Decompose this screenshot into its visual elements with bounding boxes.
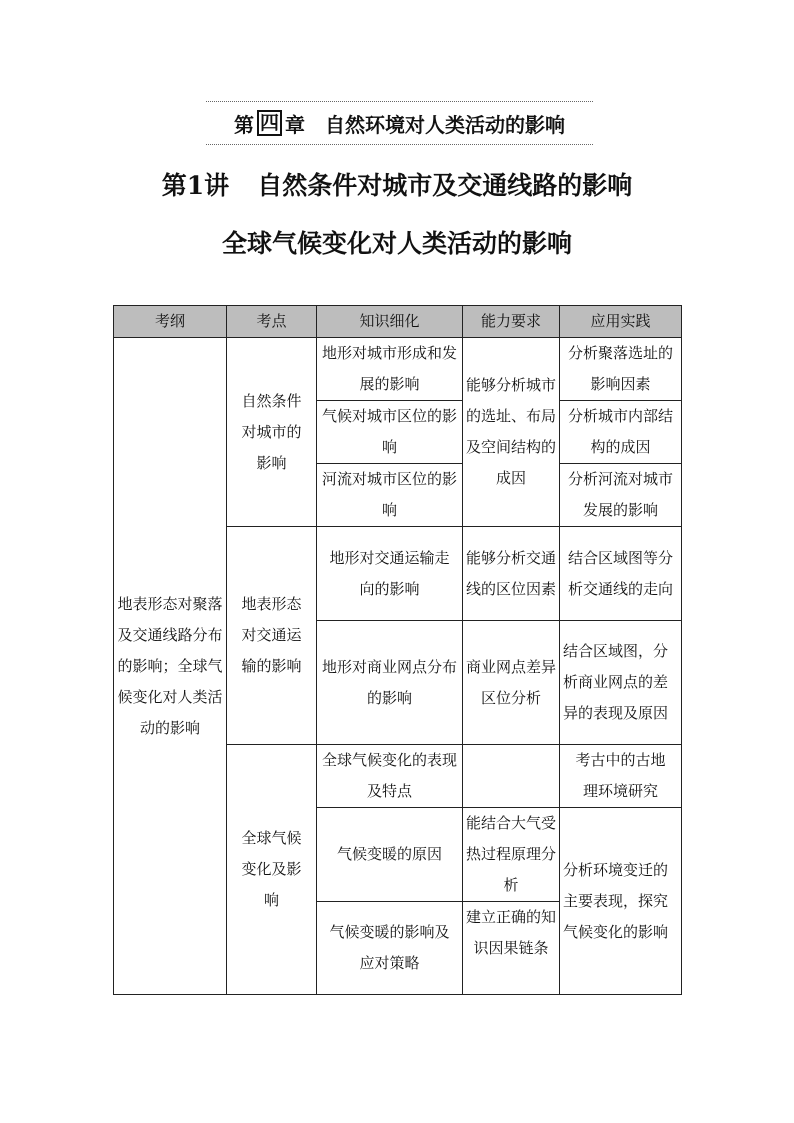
chapter-heading (206, 101, 593, 145)
ability-cell: 商业网点差异区位分析 (463, 621, 560, 745)
table-row (114, 338, 682, 401)
chapter-suffix: 章 (285, 112, 305, 137)
lesson-title-line1 (0, 166, 794, 202)
chapter-prefix: 第 (233, 112, 254, 137)
point-cell: 全球气候变化及影响 (227, 745, 317, 995)
practice-cell: 分析城市内部结构的成因 (560, 401, 682, 464)
knowledge-cell: 河流对城市区位的影响 (317, 464, 463, 527)
header-point: 考点 (227, 306, 317, 338)
practice-cell: 结合区域图等分析交通线的走向 (560, 527, 682, 621)
knowledge-cell: 全球气候变化的表现及特点 (317, 745, 463, 808)
knowledge-cell: 地形对交通运输走向的影响 (317, 527, 463, 621)
header-practice: 应用实践 (560, 306, 682, 338)
practice-cell: 结合区域图，分析商业网点的差异的表现及原因 (560, 621, 682, 745)
syllabus-table (113, 305, 682, 995)
ability-cell (463, 745, 560, 808)
ability-cell: 能够分析交通线的区位因素 (463, 527, 560, 621)
header-knowledge: 知识细化 (317, 306, 463, 338)
practice-cell: 考古中的古地理环境研究 (560, 745, 682, 808)
outline-cell: 地表形态对聚落及交通线路分布的影响；全球气候变化对人类活动的影响 (114, 338, 227, 995)
knowledge-cell: 地形对商业网点分布的影响 (317, 621, 463, 745)
header-outline: 考纲 (114, 306, 227, 338)
header-ability: 能力要求 (463, 306, 560, 338)
practice-cell: 分析聚落选址的影响因素 (560, 338, 682, 401)
practice-cell: 分析河流对城市发展的影响 (560, 464, 682, 527)
ability-cell: 能结合大气受热过程原理分析 (463, 808, 560, 902)
knowledge-cell: 气候对城市区位的影响 (317, 401, 463, 464)
lesson-label: 第1讲 (161, 171, 230, 200)
knowledge-cell: 气候变暖的影响及应对策略 (317, 902, 463, 995)
lesson-title-line2: 全球气候变化对人类活动的影响 (221, 229, 572, 258)
practice-cell: 分析环境变迁的主要表现，探究气候变化的影响 (560, 808, 682, 995)
point-cell: 地表形态对交通运输的影响 (227, 527, 317, 745)
chapter-number-box: 四 (257, 110, 282, 136)
knowledge-cell: 地形对城市形成和发展的影响 (317, 338, 463, 401)
ability-cell: 建立正确的知识因果链条 (463, 902, 560, 995)
lesson-title-text: 自然条件对城市及交通线路的影响 (257, 171, 633, 200)
header-row (114, 306, 682, 338)
ability-cell: 能够分析城市的选址、布局及空间结构的成因 (463, 338, 560, 527)
chapter-title: 自然环境对人类活动的影响 (325, 112, 565, 137)
point-cell: 自然条件对城市的影响 (227, 338, 317, 527)
knowledge-cell: 气候变暖的原因 (317, 808, 463, 902)
